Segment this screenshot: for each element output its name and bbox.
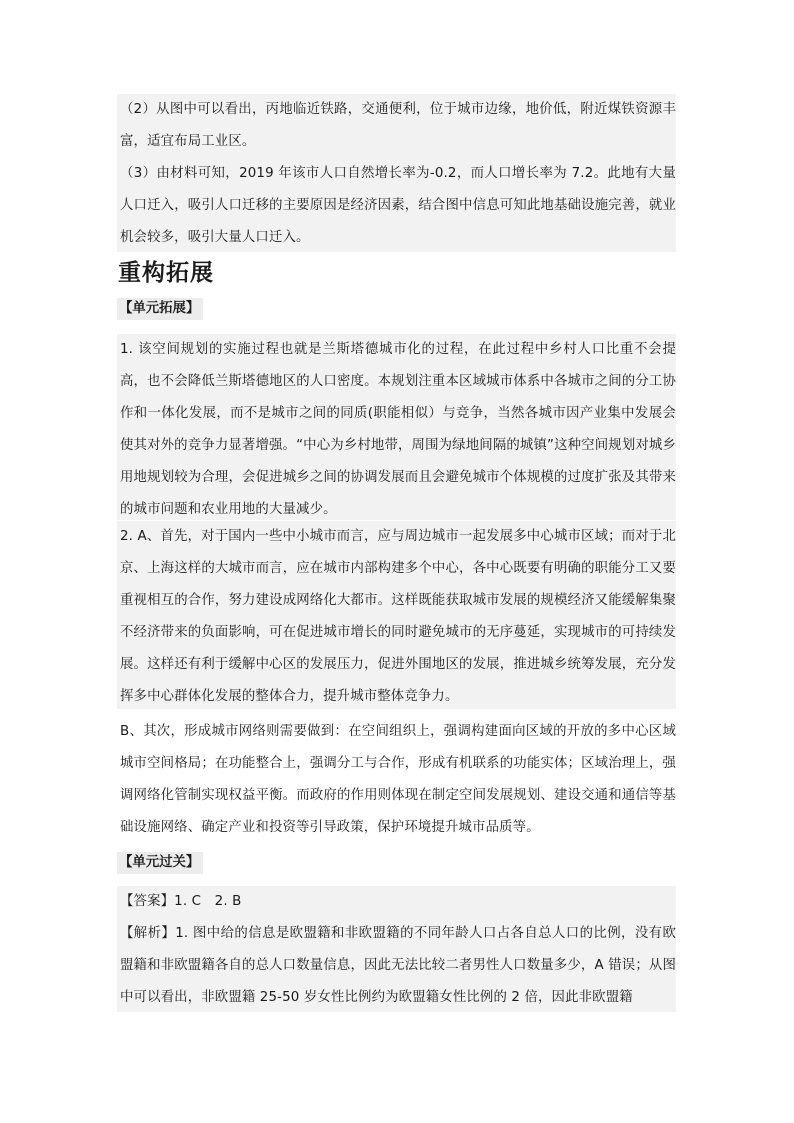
answer-line: 【答案】1. C 2. B — [120, 894, 242, 909]
unit-test-tag: 【单元过关】 — [117, 852, 203, 874]
expand-item-2b-text: B、其次，形成城市网络则需要做到：在空间组织上，强调构建面向区域的开放的多中心区域城市空间格局；在功能整合上，强调分工与合作，形成有机联系的功能实体；区域治理上，强调网络化管制实现权益平衡。而政府的作用则体现在制定空间发展规划、建设交通和通信等基础设施网络、确定产业和投资等引导政策，保护环境提升城市品质等。 — [120, 724, 676, 835]
analysis-text: 【解析】1. 图中给的信息是欧盟籍和非欧盟籍的不同年龄人口占各自总人口的比例，没有欧盟籍和非欧盟籍各自的总人口数量信息，因此无法比较二者男性人口数量多少，A 错误；从图中可以看出，非欧盟籍 25-50 岁女性比例约为欧盟籍女性比例的 2 倍，因此非欧盟籍 — [120, 926, 676, 1005]
answer-block — [117, 94, 676, 252]
expand-item-1-text: 1. 该空间规划的实施过程也就是兰斯塔德城市化的过程，在此过程中乡村人口比重不会提高，也不会降低兰斯塔德地区的人口密度。本规划注重本区域城市体系中各城市之间的分工协作和一体化发展，而不是城市之间的同质(职能相似）与竞争，当然各城市因产业集中发展会使其对外的竞争力显著增强。“中心为乡村地带，周围为绿地间隔的城镇”这种空间规划对城乡用地规划较为合理，会促进城乡之间的协调发展而且会避免城市个体规模的过度扩张及其带来的城市问题和农业用地的大量减少。 — [120, 342, 676, 517]
expand-item-2a-text: 2. A、首先，对于国内一些中小城市而言，应与周边城市一起发展多中心城市区域；而对于北京、上海这样的大城市而言，应在城市内部构建多个中心，各中心既要有明确的职能分工又要重视相互的合作，努力建设成网络化大都市。这样既能获取城市发展的规模经济又能缓解集聚不经济带来的负面影响，可在促进城市增长的同时避免城市的无序蔓延，实现城市的可持续发展。这样还有利于缓解中心区的发展压力，促进外围地区的发展，推进城乡统筹发展，充分发挥多中心群体化发展的整体合力，提升城市整体竞争力。 — [120, 529, 676, 704]
answer-paragraph-2: （2）从图中可以看出，丙地临近铁路，交通便利，位于城市边缘，地价低，附近煤铁资源丰富，适宜布局工业区。 — [120, 102, 676, 149]
answer-paragraph-3: （3）由材料可知，2019 年该市人口自然增长率为-0.2，而人口增长率为 7.2。此地有大量人口迁入，吸引人口迁移的主要原因是经济因素，结合图中信息可知此地基础设施完善，就业机会较多，吸引大量人口迁入。 — [120, 166, 676, 245]
unit-expand-tag: 【单元拓展】 — [117, 298, 203, 320]
expand-item-2b — [117, 716, 676, 844]
expand-item-2a — [117, 521, 676, 709]
expand-item-1 — [117, 334, 676, 520]
answer-analysis-block — [117, 886, 676, 1012]
section-title: 重构拓展 — [118, 260, 214, 286]
